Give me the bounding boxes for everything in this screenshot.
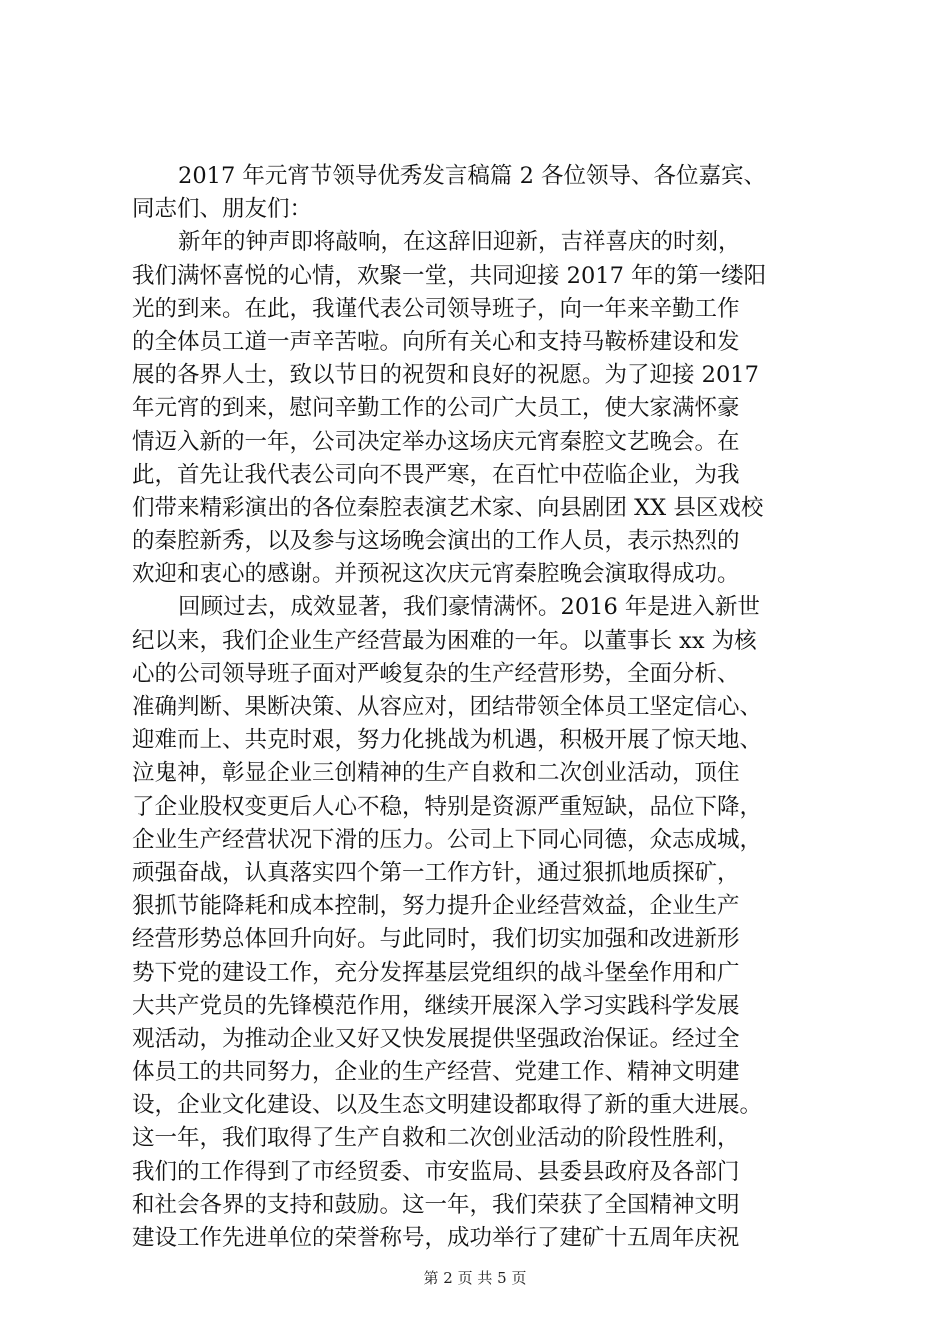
text-line: 2017 年元宵节领导优秀发言稿篇 2 各位领导、各位嘉宾、 <box>178 163 767 189</box>
text-line: 纪以来，我们企业生产经营最为困难的一年。以董事长 xx 为核 <box>132 627 757 654</box>
text-line: 情迈入新的一年，公司决定举办这场庆元宵秦腔文艺晚会。在 <box>132 428 740 455</box>
text-line: 体员工的共同努力，企业的生产经营、党建工作、精神文明建 <box>132 1059 740 1086</box>
text-line: 回顾过去，成效显著，我们豪情满怀。2016 年是进入新世 <box>178 594 760 621</box>
text-line: 狠抓节能降耗和成本控制，努力提升企业经营效益，企业生产 <box>132 893 740 920</box>
document-body <box>132 160 832 1255</box>
text-line: 顽强奋战，认真落实四个第一工作方针，通过狠抓地质探矿， <box>132 859 740 886</box>
text-line: 大共产党员的先锋模范作用，继续开展深入学习实践科学发展 <box>132 992 740 1019</box>
text-line: 经营形势总体回升向好。与此同时，我们切实加强和改进新形 <box>132 926 740 953</box>
text-line: 准确判断、果断决策、从容应对，团结带领全体员工坚定信心、 <box>132 694 763 720</box>
text-line: 的秦腔新秀，以及参与这场晚会演出的工作人员，表示热烈的 <box>132 528 740 555</box>
paragraph <box>132 226 832 591</box>
text-line: 泣鬼神，彰显企业三创精神的生产自救和二次创业活动，顶住 <box>132 760 740 787</box>
text-line: 观活动，为推动企业又好又快发展提供坚强政治保证。经过全 <box>132 1025 740 1052</box>
text-line: 心的公司领导班子面对严峻复杂的生产经营形势，全面分析、 <box>132 660 740 687</box>
page-footer: 第 2 页 共 5 页 <box>423 1269 527 1287</box>
text-line: 企业生产经营状况下滑的压力。公司上下同心同德，众志成城， <box>132 826 763 853</box>
text-line: 年元宵的到来，慰问辛勤工作的公司广大员工，使大家满怀豪 <box>132 395 740 422</box>
text-line: 光的到来。在此，我谨代表公司领导班子，向一年来辛勤工作 <box>132 295 740 322</box>
text-line: 们带来精彩演出的各位秦腔表演艺术家、向县剧团 XX 县区戏校 <box>132 494 764 521</box>
text-line: 我们的工作得到了市经贸委、市安监局、县委县政府及各部门 <box>132 1158 740 1185</box>
text-line: 了企业股权变更后人心不稳，特别是资源严重短缺，品位下降， <box>132 793 763 820</box>
paragraph <box>132 160 832 226</box>
text-line: 欢迎和衷心的感谢。并预祝这次庆元宵秦腔晚会演取得成功。 <box>132 561 740 588</box>
text-line: 迎难而上、共克时艰，努力化挑战为机遇，积极开展了惊天地、 <box>132 727 763 754</box>
text-line: 此，首先让我代表公司向不畏严寒，在百忙中莅临企业，为我 <box>132 461 740 488</box>
paragraph <box>132 591 832 1255</box>
text-line: 设，企业文化建设、以及生态文明建设都取得了新的重大进展。 <box>132 1092 763 1119</box>
text-line: 我们满怀喜悦的心情，欢聚一堂，共同迎接 2017 年的第一缕阳 <box>132 262 767 289</box>
text-line: 的全体员工道一声辛苦啦。向所有关心和支持马鞍桥建设和发 <box>132 328 740 355</box>
text-line: 新年的钟声即将敲响，在这辞旧迎新，吉祥喜庆的时刻， <box>178 229 741 256</box>
text-line: 和社会各界的支持和鼓励。这一年，我们荣获了全国精神文明 <box>132 1191 740 1218</box>
text-line: 建设工作先进单位的荣誉称号，成功举行了建矿十五周年庆祝 <box>132 1225 740 1251</box>
text-line: 这一年，我们取得了生产自救和二次创业活动的阶段性胜利， <box>132 1125 740 1152</box>
text-line: 同志们、朋友们： <box>132 196 313 223</box>
text-line: 势下党的建设工作，充分发挥基层党组织的战斗堡垒作用和广 <box>132 959 740 986</box>
text-line: 展的各界人士，致以节日的祝贺和良好的祝愿。为了迎接 2017 <box>132 362 759 389</box>
